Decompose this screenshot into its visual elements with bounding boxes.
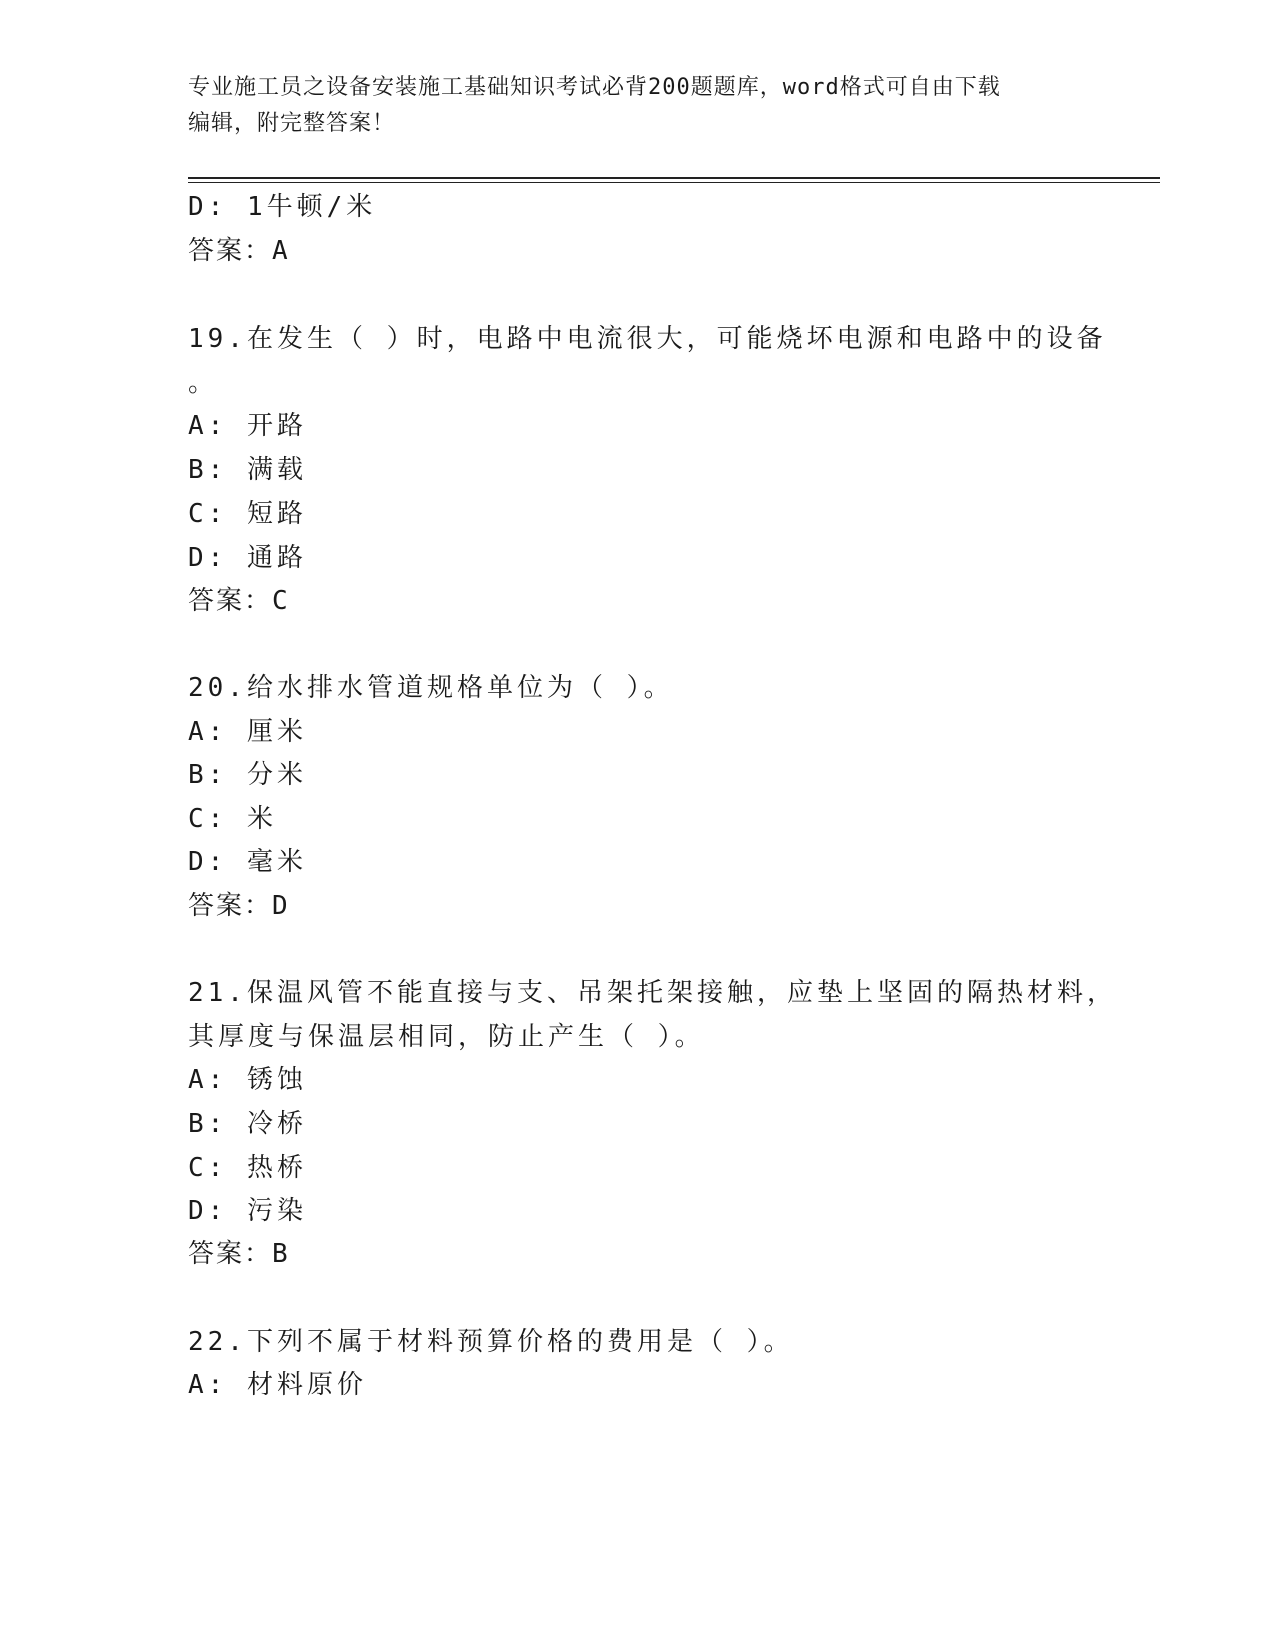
header-divider-thin	[188, 182, 1160, 183]
question-21: 21.保温风管不能直接与支、吊架托架接触，应垫上坚固的隔热材料，	[188, 978, 1117, 1008]
question-21-continuation: 其厚度与保温层相同，防止产生（ ）。	[188, 1022, 705, 1052]
answer-q20: 答案：D	[188, 891, 290, 921]
option-d-q19: D: 通路	[188, 543, 307, 573]
document-header	[188, 70, 1088, 142]
question-19-continuation: 。	[188, 368, 219, 398]
question-20: 20.给水排水管道规格单位为（ ）。	[188, 673, 674, 703]
answer-q19: 答案：C	[188, 586, 290, 616]
option-a-q20: A: 厘米	[188, 717, 307, 747]
option-c-q21: C: 热桥	[188, 1153, 307, 1183]
option-a-q19: A: 开路	[188, 411, 307, 441]
option-d-q20: D: 毫米	[188, 847, 307, 877]
option-b-q20: B: 分米	[188, 760, 307, 790]
option-b-q21: B: 冷桥	[188, 1109, 307, 1139]
option-a-q21: A: 锈蚀	[188, 1065, 307, 1095]
option-a-q22: A: 材料原价	[188, 1370, 367, 1400]
option-c-q19: C: 短路	[188, 499, 307, 529]
header-line-2: 编辑，附完整答案！	[188, 111, 396, 136]
option-c-q20: C: 米	[188, 804, 277, 834]
option-b-q19: B: 满载	[188, 455, 307, 485]
option-d-q18: D: 1牛顿/米	[188, 192, 377, 222]
header-line-1: 专业施工员之设备安装施工基础知识考试必背200题题库，word格式可自由下载	[188, 75, 1001, 100]
header-divider-thick	[188, 177, 1160, 179]
answer-q21: 答案：B	[188, 1239, 290, 1269]
question-19: 19.在发生（ ）时，电路中电流很大，可能烧坏电源和电路中的设备	[188, 324, 1107, 354]
answer-q18: 答案：A	[188, 236, 290, 266]
option-d-q21: D: 污染	[188, 1196, 307, 1226]
question-22: 22.下列不属于材料预算价格的费用是（ ）。	[188, 1327, 794, 1357]
